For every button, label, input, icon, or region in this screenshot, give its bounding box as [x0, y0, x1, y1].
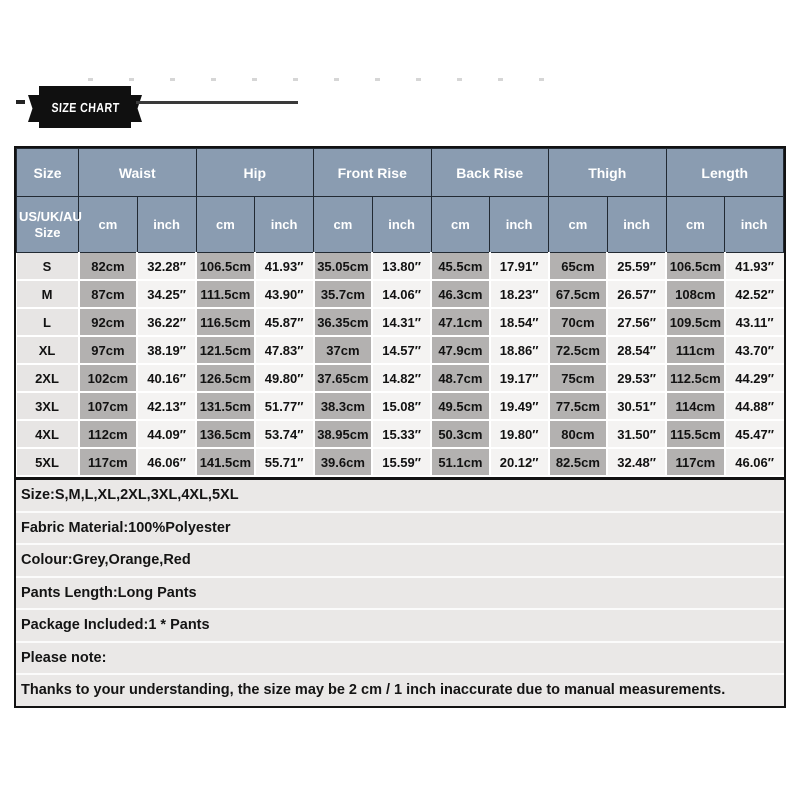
inch-value-cell: 42.52″ [725, 280, 784, 308]
inch-value-cell: 38.19″ [137, 336, 196, 364]
size-label-cell: XL [17, 336, 79, 364]
inch-value-cell: 43.90″ [255, 280, 314, 308]
cm-value-cell: 39.6cm [314, 448, 373, 476]
unit-header-cm: cm [431, 197, 490, 253]
table-row [17, 280, 784, 308]
cm-value-cell: 87cm [79, 280, 138, 308]
inch-value-cell: 20.12″ [490, 448, 549, 476]
size-label-cell: 5XL [17, 448, 79, 476]
cm-value-cell: 35.05cm [314, 253, 373, 281]
inch-value-cell: 18.86″ [490, 336, 549, 364]
product-details [16, 477, 784, 706]
cm-value-cell: 111cm [666, 336, 725, 364]
inch-value-cell: 46.06″ [725, 448, 784, 476]
cm-value-cell: 136.5cm [196, 420, 255, 448]
cm-value-cell: 72.5cm [549, 336, 608, 364]
column-header-size: Size [17, 149, 79, 197]
cm-value-cell: 45.5cm [431, 253, 490, 281]
size-chart-box [14, 146, 786, 708]
size-label-cell: L [17, 308, 79, 336]
inch-value-cell: 32.28″ [137, 253, 196, 281]
cm-value-cell: 102cm [79, 364, 138, 392]
detail-line: Colour:Grey,Orange,Red [16, 545, 784, 578]
cm-value-cell: 112.5cm [666, 364, 725, 392]
unit-header-cm: cm [549, 197, 608, 253]
cm-value-cell: 46.3cm [431, 280, 490, 308]
cm-value-cell: 38.95cm [314, 420, 373, 448]
ribbon-body [39, 86, 131, 128]
cm-value-cell: 48.7cm [431, 364, 490, 392]
cm-value-cell: 77.5cm [549, 392, 608, 420]
cm-value-cell: 117cm [79, 448, 138, 476]
inch-value-cell: 19.49″ [490, 392, 549, 420]
size-label-cell: 2XL [17, 364, 79, 392]
inch-value-cell: 31.50″ [607, 420, 666, 448]
table-row [17, 420, 784, 448]
inch-value-cell: 51.77″ [255, 392, 314, 420]
inch-value-cell: 42.13″ [137, 392, 196, 420]
size-subheader: US/UK/AU Size [17, 197, 79, 253]
unit-header-inch: inch [137, 197, 196, 253]
cm-value-cell: 82.5cm [549, 448, 608, 476]
cm-value-cell: 35.7cm [314, 280, 373, 308]
inch-value-cell: 25.59″ [607, 253, 666, 281]
inch-value-cell: 14.06″ [372, 280, 431, 308]
size-table [16, 148, 784, 477]
cm-value-cell: 67.5cm [549, 280, 608, 308]
unit-header-cm: cm [196, 197, 255, 253]
cm-value-cell: 36.35cm [314, 308, 373, 336]
inch-value-cell: 14.57″ [372, 336, 431, 364]
inch-value-cell: 43.11″ [725, 308, 784, 336]
inch-value-cell: 45.87″ [255, 308, 314, 336]
inch-value-cell: 44.29″ [725, 364, 784, 392]
inch-value-cell: 40.16″ [137, 364, 196, 392]
cm-value-cell: 50.3cm [431, 420, 490, 448]
inch-value-cell: 44.09″ [137, 420, 196, 448]
inch-value-cell: 29.53″ [607, 364, 666, 392]
table-row [17, 253, 784, 281]
inch-value-cell: 46.06″ [137, 448, 196, 476]
cm-value-cell: 108cm [666, 280, 725, 308]
column-header-hip: Hip [196, 149, 314, 197]
dash-mark [16, 100, 25, 104]
banner-title: SIZE CHART [50, 99, 120, 115]
cm-value-cell: 65cm [549, 253, 608, 281]
horizontal-rule [136, 101, 298, 104]
unit-header-inch: inch [372, 197, 431, 253]
cm-value-cell: 51.1cm [431, 448, 490, 476]
cm-value-cell: 112cm [79, 420, 138, 448]
detail-line: Pants Length:Long Pants [16, 578, 784, 611]
inch-value-cell: 26.57″ [607, 280, 666, 308]
unit-header-cm: cm [314, 197, 373, 253]
detail-line: Fabric Material:100%Polyester [16, 513, 784, 546]
size-table-body [17, 253, 784, 477]
cm-value-cell: 111.5cm [196, 280, 255, 308]
table-row [17, 392, 784, 420]
column-header-front-rise: Front Rise [314, 149, 432, 197]
inch-value-cell: 13.80″ [372, 253, 431, 281]
detail-line: Package Included:1 * Pants [16, 610, 784, 643]
inch-value-cell: 34.25″ [137, 280, 196, 308]
detail-line: Size:S,M,L,XL,2XL,3XL,4XL,5XL [16, 480, 784, 513]
table-row [17, 336, 784, 364]
top-tick-marks [88, 78, 566, 81]
column-header-length: Length [666, 149, 784, 197]
cm-value-cell: 106.5cm [196, 253, 255, 281]
inch-value-cell: 47.83″ [255, 336, 314, 364]
inch-value-cell: 41.93″ [255, 253, 314, 281]
cm-value-cell: 117cm [666, 448, 725, 476]
cm-value-cell: 126.5cm [196, 364, 255, 392]
column-header-thigh: Thigh [549, 149, 667, 197]
table-row [17, 448, 784, 476]
size-chart-ribbon [28, 86, 142, 130]
inch-value-cell: 18.54″ [490, 308, 549, 336]
inch-value-cell: 15.59″ [372, 448, 431, 476]
inch-value-cell: 45.47″ [725, 420, 784, 448]
cm-value-cell: 37.65cm [314, 364, 373, 392]
inch-value-cell: 28.54″ [607, 336, 666, 364]
inch-value-cell: 15.08″ [372, 392, 431, 420]
size-label-cell: M [17, 280, 79, 308]
cm-value-cell: 70cm [549, 308, 608, 336]
cm-value-cell: 80cm [549, 420, 608, 448]
cm-value-cell: 97cm [79, 336, 138, 364]
cm-value-cell: 114cm [666, 392, 725, 420]
inch-value-cell: 55.71″ [255, 448, 314, 476]
inch-value-cell: 19.80″ [490, 420, 549, 448]
inch-value-cell: 14.31″ [372, 308, 431, 336]
cm-value-cell: 115.5cm [666, 420, 725, 448]
cm-value-cell: 106.5cm [666, 253, 725, 281]
unit-header-cm: cm [79, 197, 138, 253]
inch-value-cell: 41.93″ [725, 253, 784, 281]
inch-value-cell: 44.88″ [725, 392, 784, 420]
inch-value-cell: 27.56″ [607, 308, 666, 336]
inch-value-cell: 49.80″ [255, 364, 314, 392]
cm-value-cell: 116.5cm [196, 308, 255, 336]
inch-value-cell: 14.82″ [372, 364, 431, 392]
inch-value-cell: 15.33″ [372, 420, 431, 448]
unit-header-inch: inch [490, 197, 549, 253]
cm-value-cell: 49.5cm [431, 392, 490, 420]
cm-value-cell: 131.5cm [196, 392, 255, 420]
cm-value-cell: 38.3cm [314, 392, 373, 420]
inch-value-cell: 43.70″ [725, 336, 784, 364]
cm-value-cell: 109.5cm [666, 308, 725, 336]
size-label-cell: 4XL [17, 420, 79, 448]
header-unit-row [17, 197, 784, 253]
inch-value-cell: 32.48″ [607, 448, 666, 476]
cm-value-cell: 75cm [549, 364, 608, 392]
inch-value-cell: 18.23″ [490, 280, 549, 308]
cm-value-cell: 37cm [314, 336, 373, 364]
inch-value-cell: 30.51″ [607, 392, 666, 420]
cm-value-cell: 141.5cm [196, 448, 255, 476]
size-label-cell: S [17, 253, 79, 281]
cm-value-cell: 47.1cm [431, 308, 490, 336]
unit-header-cm: cm [666, 197, 725, 253]
detail-line: Please note: [16, 643, 784, 676]
unit-header-inch: inch [725, 197, 784, 253]
column-header-back-rise: Back Rise [431, 149, 549, 197]
inch-value-cell: 19.17″ [490, 364, 549, 392]
inch-value-cell: 53.74″ [255, 420, 314, 448]
inch-value-cell: 36.22″ [137, 308, 196, 336]
size-label-cell: 3XL [17, 392, 79, 420]
cm-value-cell: 47.9cm [431, 336, 490, 364]
size-table-header [17, 149, 784, 253]
cm-value-cell: 92cm [79, 308, 138, 336]
table-row [17, 364, 784, 392]
cm-value-cell: 121.5cm [196, 336, 255, 364]
column-header-waist: Waist [79, 149, 197, 197]
detail-line: Thanks to your understanding, the size may be 2 cm / 1 inch inaccurate due to manual measurements. [21, 682, 726, 699]
unit-header-inch: inch [607, 197, 666, 253]
cm-value-cell: 82cm [79, 253, 138, 281]
inch-value-cell: 17.91″ [490, 253, 549, 281]
table-row [17, 308, 784, 336]
header-group-row [17, 149, 784, 197]
unit-header-inch: inch [255, 197, 314, 253]
cm-value-cell: 107cm [79, 392, 138, 420]
